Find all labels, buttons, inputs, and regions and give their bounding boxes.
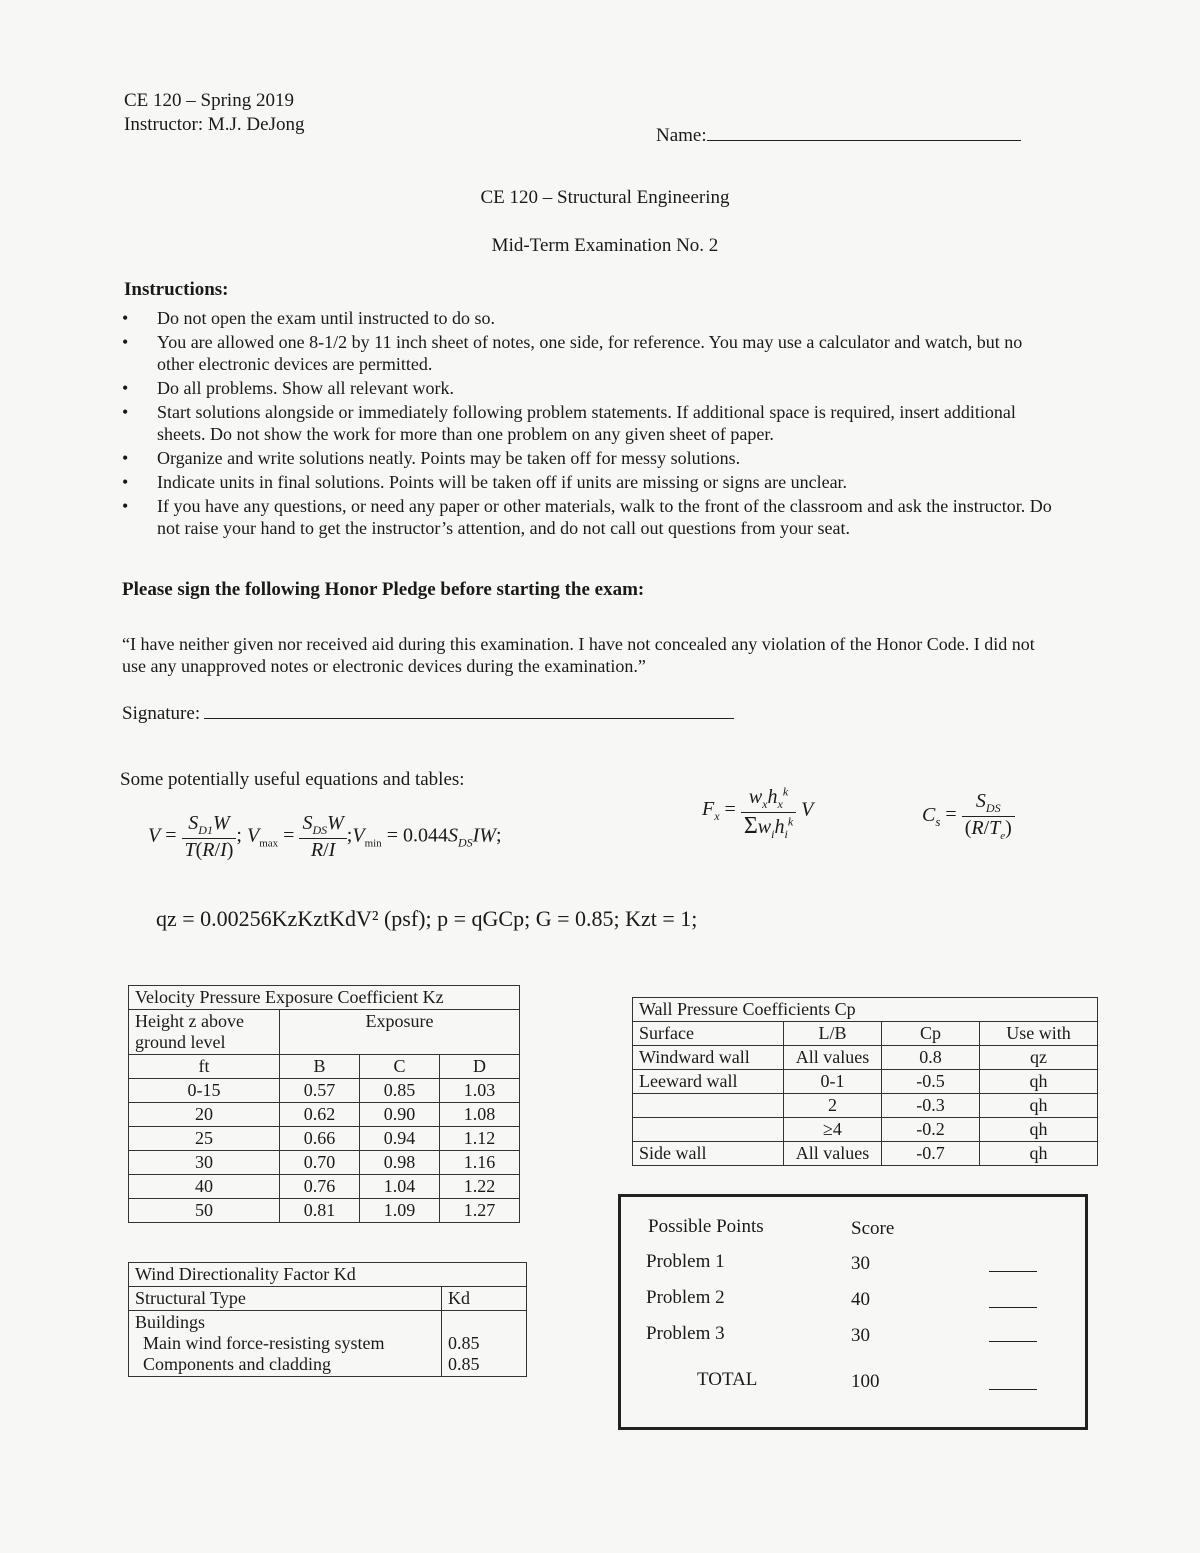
table-cell: Leeward wall — [633, 1070, 784, 1094]
kd-row-value: 0.85 — [448, 1333, 480, 1353]
wind-pressure-equation: qz = 0.00256KzKztKdV² (psf); p = qGCp; G = 0.85; Kzt = 1; — [156, 906, 698, 931]
seismic-coefficient-equation: $C_s$ = $\frac{S_{DS}}{(R/T_e)}$ — [922, 790, 1015, 842]
table-cell: 1.27 — [439, 1199, 519, 1223]
problem-label: Problem 3 — [646, 1323, 725, 1344]
table-cell: All values — [784, 1142, 882, 1166]
name-blank[interactable] — [707, 120, 1021, 141]
kd-row-label: Components and cladding — [143, 1354, 331, 1374]
surface-header: Surface — [633, 1022, 784, 1046]
table-cell: Side wall — [633, 1142, 784, 1166]
name-label: Name: — [656, 125, 707, 146]
table-cell: 25 — [129, 1127, 280, 1151]
table-row — [129, 1103, 520, 1127]
table-cell: -0.3 — [882, 1094, 980, 1118]
score-blank[interactable] — [989, 1341, 1037, 1342]
table-cell: 1.04 — [359, 1175, 439, 1199]
table-cell: All values — [784, 1046, 882, 1070]
kd-body-values — [442, 1311, 527, 1377]
table-cell: qh — [980, 1070, 1098, 1094]
base-shear-equations: V = $\frac{S_{D1}W}{T(R/I)}$ ; $V_{max}$ = $\frac{S_{DS}W}{R/I}$ $;V_{min} = 0.044S_{DS}IW$; — [148, 812, 502, 861]
column-header: D — [439, 1055, 519, 1079]
instruction-item: • Indicate units in final solutions. Points will be taken off if units are missing or signs are unclear. — [122, 471, 1062, 493]
table-cell: 0.70 — [280, 1151, 360, 1175]
table-cell: 1.12 — [439, 1127, 519, 1151]
problem-points: 30 — [851, 1253, 870, 1274]
total-label: TOTAL — [697, 1369, 758, 1390]
kd-table-title: Wind Directionality Factor Kd — [129, 1263, 527, 1287]
instruction-item: • You are allowed one 8-1/2 by 11 inch sheet of notes, one side, for reference. You may use a calculator and watch, but no other electronic devices are permitted. — [122, 331, 1062, 375]
pledge-heading: Please sign the following Honor Pledge before starting the exam: — [122, 579, 645, 600]
table-cell — [633, 1118, 784, 1142]
table-row — [129, 1127, 520, 1151]
kd-row-value: 0.85 — [448, 1354, 480, 1374]
table-row — [633, 1142, 1098, 1166]
table-cell: 0.62 — [280, 1103, 360, 1127]
kd-header: Kd — [442, 1287, 527, 1311]
cp-header: Cp — [882, 1022, 980, 1046]
kz-table — [128, 985, 520, 1223]
table-row — [633, 1118, 1098, 1142]
kd-table — [128, 1262, 527, 1377]
table-cell: 30 — [129, 1151, 280, 1175]
table-cell: 0-15 — [129, 1079, 280, 1103]
instruction-item: • If you have any questions, or need any paper or other materials, walk to the front of the classroom and ask the instructor. Do not raise your hand to get the instructor’s attention, and do not call out questions from your seat. — [122, 495, 1062, 539]
table-row — [129, 1151, 520, 1175]
table-cell: 0.8 — [882, 1046, 980, 1070]
table-cell: 0.85 — [359, 1079, 439, 1103]
table-cell: ≥4 — [784, 1118, 882, 1142]
structural-type-header: Structural Type — [129, 1287, 442, 1311]
name-field[interactable] — [656, 120, 1021, 147]
problem-points: 40 — [851, 1289, 870, 1310]
use-with-header: Use with — [980, 1022, 1098, 1046]
table-cell: 0.57 — [280, 1079, 360, 1103]
problem-label: Problem 1 — [646, 1251, 725, 1272]
table-cell: 40 — [129, 1175, 280, 1199]
table-cell: -0.5 — [882, 1070, 980, 1094]
kd-row-label: Main wind force-resisting system — [143, 1333, 385, 1353]
table-cell: qz — [980, 1046, 1098, 1070]
score-blank[interactable] — [989, 1307, 1037, 1308]
table-row — [129, 1175, 520, 1199]
instruction-item: • Start solutions alongside or immediately following problem statements. If additional space is required, insert additional sheets. Do not show the work for more than one problem on any given sheet of paper. — [122, 401, 1062, 445]
instruction-item: • Do all problems. Show all relevant work. — [122, 377, 1062, 399]
kz-table-title: Velocity Pressure Exposure Coefficient Kz — [129, 986, 520, 1010]
pledge-text: “I have neither given nor received aid during this examination. I have not concealed any violation of the Honor Code. I did not use any unapproved notes or electronic devices during the examination.” — [122, 634, 1035, 676]
instruction-item: • Do not open the exam until instructed to do so. — [122, 307, 1062, 329]
problem-label: Problem 2 — [646, 1287, 725, 1308]
total-value: 100 — [851, 1371, 880, 1392]
signature-blank[interactable] — [204, 696, 734, 719]
table-cell: 0.66 — [280, 1127, 360, 1151]
table-cell: 20 — [129, 1103, 280, 1127]
table-cell: -0.2 — [882, 1118, 980, 1142]
table-cell: 0.81 — [280, 1199, 360, 1223]
height-header: Height z above ground level — [129, 1010, 280, 1055]
instructions-list — [122, 307, 1062, 539]
equations-intro: Some potentially useful equations and tables: — [120, 769, 465, 790]
table-cell: 1.09 — [359, 1199, 439, 1223]
possible-points-header: Possible Points — [648, 1216, 764, 1237]
table-cell: 1.08 — [439, 1103, 519, 1127]
table-cell: 0.98 — [359, 1151, 439, 1175]
table-cell: qh — [980, 1142, 1098, 1166]
table-row — [129, 1199, 520, 1223]
table-cell: 50 — [129, 1199, 280, 1223]
table-cell: 1.22 — [439, 1175, 519, 1199]
table-cell: Windward wall — [633, 1046, 784, 1070]
exam-title: Mid-Term Examination No. 2 — [491, 235, 719, 256]
table-cell: 0.90 — [359, 1103, 439, 1127]
unit-cell: ft — [129, 1055, 280, 1079]
total-blank[interactable] — [989, 1389, 1037, 1390]
score-box — [618, 1194, 1088, 1430]
signature-label: Signature: — [122, 703, 201, 724]
lateral-force-equation: $F_x$ = $\frac{w_xh_x^k}{\Sigma w_ih_i^k}$ V — [702, 784, 814, 841]
table-cell: qh — [980, 1094, 1098, 1118]
instruction-item: • Organize and write solutions neatly. Points may be taken off for messy solutions. — [122, 447, 1062, 469]
table-cell: 2 — [784, 1094, 882, 1118]
course-line: CE 120 – Spring 2019 — [124, 90, 294, 111]
buildings-label: Buildings — [135, 1312, 206, 1332]
course-title: CE 120 – Structural Engineering — [480, 187, 730, 208]
column-header: C — [359, 1055, 439, 1079]
table-cell: 0.94 — [359, 1127, 439, 1151]
column-header: B — [280, 1055, 360, 1079]
instructor-line: Instructor: M.J. DeJong — [124, 114, 305, 135]
kd-body-labels — [129, 1311, 442, 1377]
score-blank[interactable] — [989, 1271, 1037, 1272]
lb-header: L/B — [784, 1022, 882, 1046]
instructions-heading: Instructions: — [124, 279, 229, 300]
table-row — [633, 1046, 1098, 1070]
table-cell: 1.03 — [439, 1079, 519, 1103]
table-cell — [633, 1094, 784, 1118]
table-cell: qh — [980, 1118, 1098, 1142]
table-row — [633, 1070, 1098, 1094]
signature-field[interactable] — [122, 696, 734, 725]
exposure-header: Exposure — [280, 1010, 520, 1055]
table-cell: 0-1 — [784, 1070, 882, 1094]
table-row — [129, 1079, 520, 1103]
table-cell: 0.76 — [280, 1175, 360, 1199]
score-header: Score — [851, 1218, 895, 1239]
problem-points: 30 — [851, 1325, 870, 1346]
cp-table-title: Wall Pressure Coefficients Cp — [633, 998, 1098, 1022]
table-row — [633, 1094, 1098, 1118]
table-cell: -0.7 — [882, 1142, 980, 1166]
table-cell: 1.16 — [439, 1151, 519, 1175]
cp-table — [632, 997, 1098, 1166]
